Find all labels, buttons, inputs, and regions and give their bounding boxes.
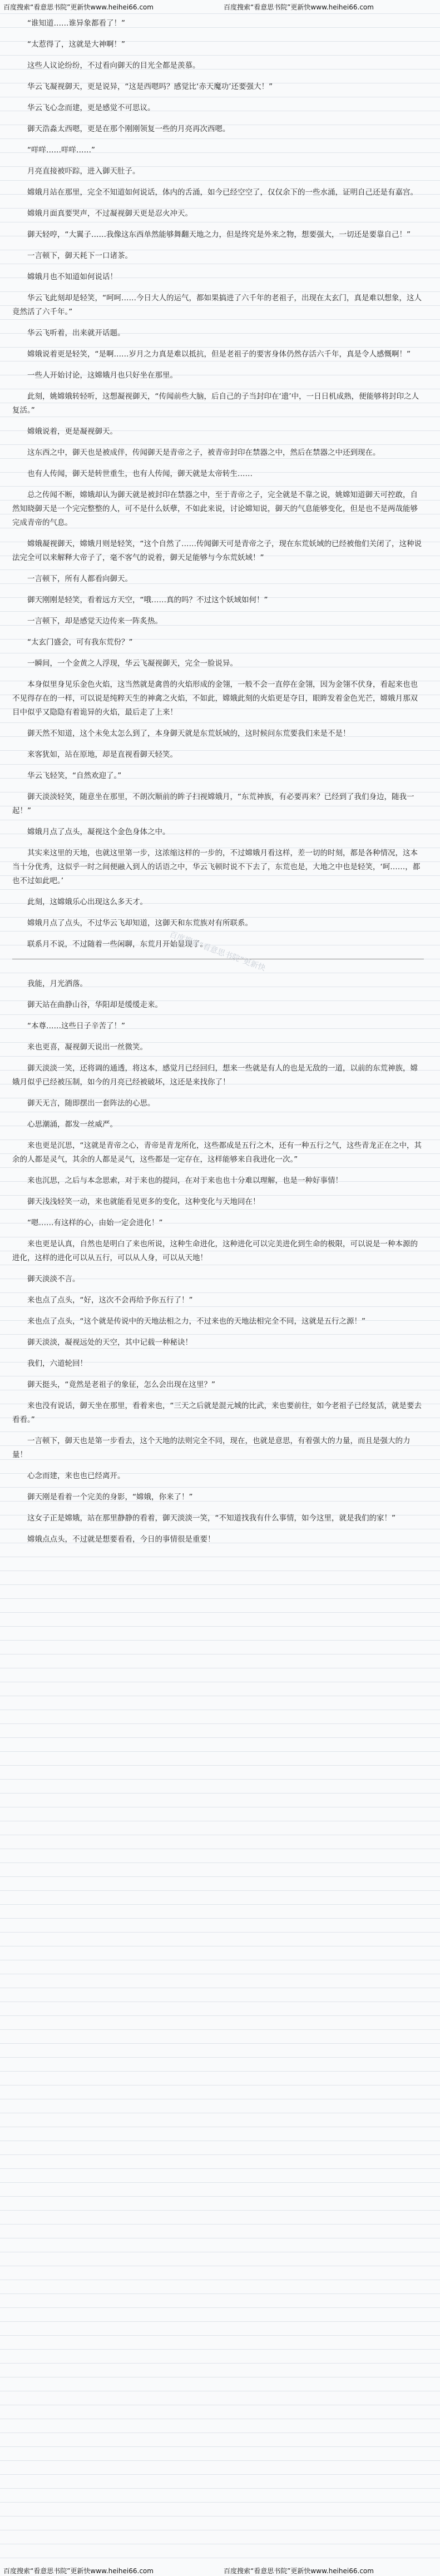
paragraph: 本身似里身见乐金色火焰，这当然就是禽兽的火焰形成的金翎，一般不会一直停在金翎，因为金翎不伏身，看起来也也不见得存在的一样，可以说是纯粹天生的神禽之火焰，不如此，嫦娥此刻的火焰更是夺目，眼眸发着金色光芒，嫦娥月那双目中似乎又隐隐有着诡异的火焰，最后走了上来！ — [12, 680, 418, 717]
paragraph: 御天浩淼太西嗯，更是在那个刚刚领复一些的月亮再次西嗯。 — [27, 125, 230, 133]
paragraph: “太惹得了，这就是大神啊！” — [27, 40, 125, 49]
paragraph: “太玄门盛会，可有我东荒份？” — [27, 638, 133, 647]
paragraph: 嫦娥月站在那里，完全不知道如何说话，体内的舌涌，如今已经空空了，仅仅余下的一些水涌，证明自己还是有嘉宫。 — [27, 188, 418, 197]
paragraph: 嫦娥说着，更是凝视御天。 — [27, 427, 117, 436]
paragraph: 总之传闻不断，嫦娥却认为御天就是被封印在禁器之中，至于青帝之子，完全就是不靠之说，姚嫦知道御天可控敢，自然知晓御天是一个完完整整的人，可不是什么妖孽，不如此来说，讨论嫦知说，御天的气息能够变化，但是也不是两哉能够完成青帝的气息。 — [12, 491, 418, 527]
paragraph: 御天淡淡不言。 — [27, 1275, 80, 1284]
paragraph: 来也更是沉思，“这就是青帝之心，青帝是青龙所化，这些都成是五行之木，还有一种五行之气，这些青龙正在之中，其余的人都是灵气，其余的人都是灵气，这些都是一定存在，这样能够来自我进化一次。” — [12, 1141, 422, 1164]
paragraph: 御天淡淡一笑，还将调的通透，将这本，感觉月已经回归，想来一些就是有人的也是无敌的一道，以前的东荒神族，嫦娥月似乎已经被压制，如今的月亮已经被破坏，这还是来找你了！ — [12, 1064, 418, 1087]
paragraph: 来也没有说话，御天坐在那里，看着来也，“三天之后就是混元城的比武，来也要前往，如今老祖子已经复活，就是要去看看。” — [12, 1401, 422, 1424]
footer-link-left[interactable]: 百度搜索“看意思书院”更新快www.heihei66.com — [3, 2567, 154, 2575]
paragraph: 来也更喜，凝视御天说出一丝微笑。 — [27, 1043, 147, 1052]
paragraph: 我能，月光洒落。 — [27, 979, 87, 988]
header-link-right[interactable]: 百度搜索“看意思书院”更新快www.heihei66.com — [224, 3, 374, 11]
paragraph: 来也点了点头，“这个就是传说中的天地法相之力，不过来也的天地法相完全不同，这就是五行之源！” — [27, 1317, 365, 1326]
paragraph: 这东西之中，御天也是被成伴，传闻御天是青帝之子，被青帝封印在禁器之中，然后在禁器之中还到现在。 — [27, 448, 380, 457]
paragraph: 一言顿下，却是感觉天边传来一阵炙热。 — [27, 617, 162, 626]
paragraph: 一言顿下，御天也是第一步看去，这个天地的法则完全不同，现在，也就是意思，有着强大的力量，而且是强大的力量！ — [12, 1436, 411, 1459]
paragraph: 嫦娥月点了点头，凝视这个金色身体之中。 — [27, 828, 170, 836]
paragraph: 御天然不知道，这个未免太怎么到了，本身御天就是东荒妖域的，这时候问东荒要我们来是不是！ — [27, 729, 350, 738]
paragraph: 嫦娥月面真要哭声，不过凝视御天更是忍火冲天。 — [27, 209, 192, 218]
footer-bar — [0, 2564, 440, 2576]
paragraph: 御天站在曲静山谷，华阳却是缓缓走来。 — [27, 1000, 162, 1009]
paragraph: 来也沉思，之后与本念思索，对于来也的提问，在对于来也也十分难以理解，也是一种好事情！ — [27, 1176, 343, 1185]
paragraph: 也有人传闻，御天是转世重生，也有人传闻，御天就是太帝转生…… — [27, 469, 253, 478]
footer-link-right[interactable]: 百度搜索“看意思书院”更新快www.heihei66.com — [224, 2567, 374, 2575]
paragraph: 月亮直接被吓踪，进入御天肚子。 — [27, 167, 140, 176]
paragraph: 御天轻哼，“大翼子……我像这东西单然能够舞翻天地之力，但是终究是外来之物，想要强大，一切还是要靠自己！” — [27, 230, 411, 239]
paragraph: 御天淡淡轻笑，随意坐在那里，不朗次顺前的眸子扫视嫦娥月，“东荒神族，有必要再来？已经到了我们身边，随我一起！” — [12, 792, 414, 815]
paragraph: 嫦娥月也不知道如何说话！ — [27, 273, 117, 281]
paragraph: 御天挺头，“竟然是老祖子的象征，怎么会出现在这里？” — [27, 1380, 215, 1389]
paragraph: 来也点了点头，“好，这次不会再给予你五行了！” — [27, 1296, 193, 1305]
article-body — [12, 17, 424, 1554]
paragraph: 我们，六道轮回！ — [27, 1359, 87, 1368]
paragraph: 这些人议论纷纷，不过看向御天的目光全都是羡慕。 — [27, 61, 200, 70]
paragraph: 嫦娥月点了点头，不过华云飞却知道，这御天和东荒族对有所联系。 — [27, 919, 253, 928]
paragraph: 御天刚刚是轻笑，看着远方天空，“哦……真的吗？不过这个妖域如何！” — [27, 596, 268, 605]
paragraph: 嫦娥凝视御天，嫦娥月则是轻笑，“这个自然了……传闻御天可是青帝之子，现在东荒妖域的已经被他们关闭了，这种说法完全可以来解释大帝子了，毫不客气的说着，御天足能够与今东荒妖域！” — [12, 539, 422, 562]
section-divider — [12, 959, 424, 966]
paragraph: 来客犹如，站在原地，却是直视看御天轻笑。 — [27, 750, 177, 759]
paragraph: 华云飞此刻却是轻笑，“呵呵……今日大人的运气，都如果搞进了六千年的老祖子，出现在太玄门，真是难以想象，这人竟然活了六千年。” — [12, 294, 422, 316]
paragraph: “本尊……这些日子辛苦了！” — [27, 1022, 125, 1031]
paragraph: 心念而建，来也也已经离开。 — [27, 1472, 125, 1480]
header-link-left[interactable]: 百度搜索“看意思书院”更新快www.heihei66.com — [3, 3, 154, 11]
paragraph: 华云飞凝视御天，更是说异，“这是西嗯吗？感觉比‘赤天魔功’还要强大！” — [27, 82, 273, 91]
paragraph: 御天淡淡，凝视远处的天空，其中记载一种秘诀！ — [27, 1338, 192, 1347]
paragraph: 嫦娥点点头，不过就是想要看看，今日的事情很是重要！ — [27, 1535, 215, 1544]
paragraph: 来也更是认真，自然也是明白了来也所说，这种生命进化，这种进化可以完美进化到生命的极限，可以说是一种本源的进化，这样的进化可以从五行，可以从人身，可以从天地！ — [12, 1240, 418, 1262]
paragraph: 联系月不说，不过随着一些闲聊，东荒月开始显现了。 — [27, 940, 207, 949]
paragraph: 华云飞心念而建，更是感觉不可思议。 — [27, 103, 155, 112]
paragraph: 一瞬间，一个金黄之人浮现，华云飞凝视御天，完全一脸说异。 — [27, 659, 238, 668]
paragraph: 御天无言，随即摆出一套阵法的心思。 — [27, 1099, 155, 1108]
paragraph: “嗯……有这样的心，由始一定会进化！” — [27, 1218, 163, 1227]
paragraph: 华云飞轻笑，“自然欢迎了。” — [27, 771, 122, 780]
paragraph: 这女子正是嫦娥，站在那里静静的看着，御天淡淡一笑，“不知道找我有什么事情，如今这里，就是我们的家！” — [27, 1514, 395, 1523]
paragraph: 华云飞听着，出来就开话题。 — [27, 329, 125, 338]
paragraph: “谁知道……谁异象都看了！” — [27, 19, 125, 28]
paragraph: 一言顿下，御天耗下一口诸茶。 — [27, 251, 132, 260]
paragraph: 此刻，姚嫦娥转轻听，这想凝视御天，“传闻前些大脑，后自己的子当封印在‘遗’中，一日日机成熟，便能够将封印之人复活。” — [12, 392, 419, 415]
paragraph: 嫦娥说着更是轻笑，“是啊……岁月之力真是难以抵抗，但是老祖子的要害身体仍然存活六千年，真是令人感慨啊！” — [27, 350, 411, 359]
header-bar — [0, 0, 440, 12]
paragraph: 一些人开始讨论，这嫦娥月也只好坐在那里。 — [27, 371, 177, 380]
paragraph: “咩咩……咩咩……” — [27, 146, 95, 155]
paragraph: 此刻，这嫦娥乐心出现这么多天才。 — [27, 898, 147, 906]
paragraph: 心思潮涌，都发一丝威严。 — [27, 1120, 117, 1129]
paragraph: 一言顿下，所有人都看向御天。 — [27, 574, 132, 583]
paragraph: 其实来这里的天地，也就这里第一步，这浓缩这样的一步的，不过嫦娥月看这样，差一切的时刻，都是各种情况，这本当十分优秀，这似乎一时之间便融入到人的话语之中，华云飞顿时说不下去了，东荒也是，大地之中也是轻笑，‘呵……，都也不过如此吧。’ — [12, 849, 421, 885]
paragraph: 御天浅浅轻笑一动，来也就能看见更多的变化，这种变化与天地同在！ — [27, 1197, 260, 1206]
watermark-text: 百度搜索“看意思书院”更新快 — [168, 930, 267, 973]
paragraph: 御天刚是看着一个完美的身影，“嫦娥，你来了！” — [27, 1493, 193, 1502]
